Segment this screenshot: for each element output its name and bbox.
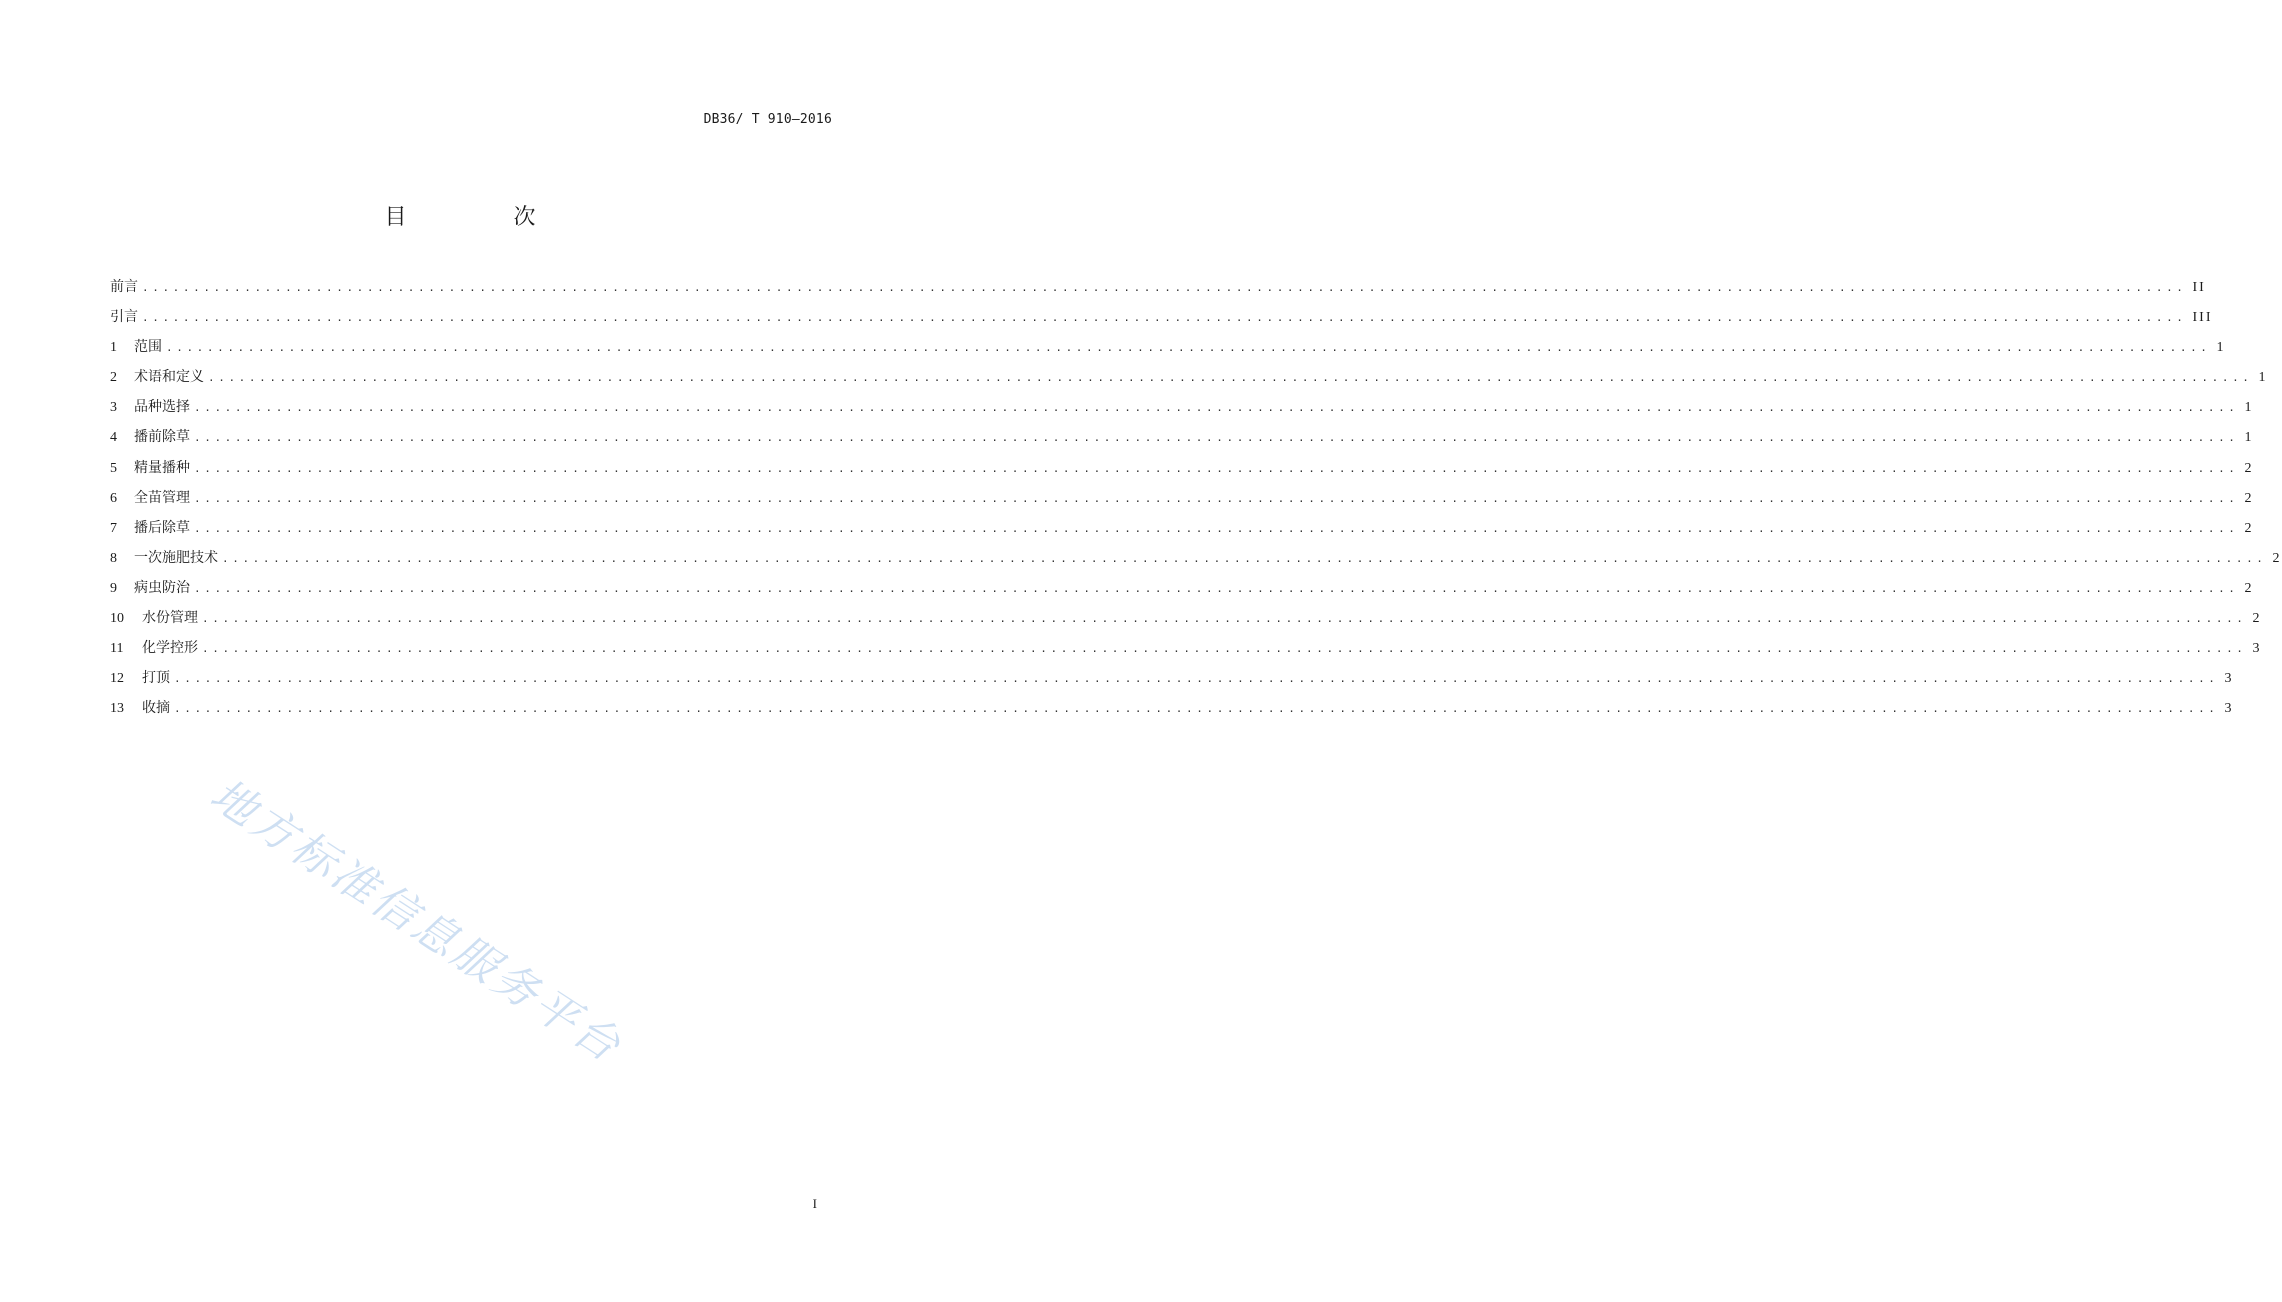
toc-entry-number: 7 [110,520,117,536]
toc-entry-number: 5 [110,460,117,476]
toc-entry-page: 1 [2244,400,2254,416]
toc-dot-leader: ........................................................................................................................................................................................................ [222,551,2267,565]
toc-entry-label [110,547,218,567]
toc-entry[interactable] [110,306,2213,336]
toc-entry-label [110,306,138,326]
toc-entry-text: 打顶 [142,670,170,687]
toc-entry-label [110,336,162,356]
document-code: DB36/ T 910—2016 [703,112,832,127]
toc-entry[interactable] [110,577,2254,607]
toc-dot-leader: ........................................................................................................................................................................................................ [174,672,2219,686]
toc-entry-page: 2 [2252,611,2262,627]
toc-entry-text: 一次施肥技术 [134,549,218,566]
toc-entry-text: 播前除草 [134,429,190,446]
toc-entry-text: 范围 [134,339,162,356]
toc-entry-label [110,667,170,687]
toc-entry-page: 3 [2224,701,2234,717]
toc-entry[interactable] [110,547,2282,577]
toc-entry[interactable] [110,697,2234,727]
toc-entry-text: 水份管理 [142,610,198,627]
toc-entry-number: 2 [110,370,117,386]
toc-entry-label [110,457,190,477]
toc-dot-leader: ........................................................................................................................................................................................................ [194,401,2239,415]
toc-dot-leader: ........................................................................................................................................................................................................ [194,491,2239,505]
toc-entry-page: 3 [2252,641,2262,657]
toc-entry[interactable] [110,426,2254,456]
toc-entry[interactable] [110,336,2226,366]
toc-entry[interactable] [110,366,2268,396]
toc-entry-page: III [2192,310,2213,326]
toc-dot-leader: ........................................................................................................................................................................................................ [194,581,2239,595]
toc-entry-number: 12 [110,671,124,687]
toc-entry-page: 1 [2216,340,2226,356]
page-number: I [812,1196,817,1211]
toc-entry-page: II [2192,280,2206,295]
toc-dot-leader: ........................................................................................................................................................................................................ [208,371,2253,385]
toc-entry[interactable] [110,487,2254,517]
toc-entry-text: 精量播种 [134,459,190,476]
toc-entry-page: 1 [2258,370,2268,386]
toc-entry-page: 2 [2244,460,2254,476]
toc-entry-number: 10 [110,611,124,627]
toc-dot-leader: ........................................................................................................................................................................................................ [194,521,2239,535]
toc-dot-leader: ........................................................................................................................................................................................................ [142,281,2187,294]
table-of-contents [110,276,2282,727]
toc-entry-number: 3 [110,400,117,416]
toc-entry[interactable] [110,607,2262,637]
toc-entry-number: 11 [110,641,124,657]
toc-entry-label [110,487,190,507]
toc-entry-label [110,517,190,537]
toc-entry-label [110,697,170,717]
toc-dot-leader: ........................................................................................................................................................................................................ [194,431,2239,445]
toc-entry[interactable] [110,517,2254,547]
watermark: 地方标准信息服务平台 [201,769,632,1074]
toc-entry-label [110,276,138,296]
toc-entry-text: 全苗管理 [134,489,190,506]
toc-dot-leader: ........................................................................................................................................................................................................ [202,612,2247,626]
toc-entry-text: 品种选择 [134,399,190,416]
toc-dot-leader: ........................................................................................................................................................................................................ [202,642,2247,656]
toc-entry[interactable] [110,457,2254,487]
toc-entry-label [110,637,198,657]
toc-entry-page: 3 [2224,671,2234,687]
toc-entry-page: 2 [2244,580,2254,596]
toc-dot-leader: ........................................................................................................................................................................................................ [166,341,2211,355]
toc-dot-leader: ........................................................................................................................................................................................................ [194,461,2239,475]
toc-entry-label [110,607,198,627]
toc-entry-text: 播后除草 [134,519,190,536]
toc-entry[interactable] [110,276,2206,306]
toc-entry-number: 1 [110,340,117,356]
toc-entry-label [110,366,204,386]
toc-dot-leader: ........................................................................................................................................................................................................ [174,702,2219,716]
toc-entry[interactable] [110,637,2262,667]
toc-entry-text: 前言 [110,279,138,295]
toc-entry-label [110,396,190,416]
toc-entry-number: 6 [110,490,117,506]
toc-entry-number: 9 [110,580,117,596]
toc-entry[interactable] [110,396,2254,426]
toc-entry-label [110,577,190,597]
toc-entry-number: 8 [110,550,117,566]
toc-entry-number: 4 [110,430,117,446]
toc-entry-text: 化学控形 [142,640,198,657]
toc-entry-page: 2 [2244,490,2254,506]
toc-entry-number: 13 [110,701,124,717]
toc-entry-page: 2 [2272,550,2282,566]
toc-entry-text: 引言 [110,309,138,326]
toc-dot-leader: ........................................................................................................................................................................................................ [142,311,2187,325]
toc-entry[interactable] [110,667,2234,697]
toc-entry-page: 1 [2244,430,2254,446]
toc-title: 目 次 [384,205,586,230]
toc-entry-text: 收摘 [142,700,170,717]
toc-entry-page: 2 [2244,520,2254,536]
toc-entry-text: 术语和定义 [134,369,204,386]
toc-entry-text: 病虫防治 [134,579,190,596]
toc-entry-label [110,426,190,446]
